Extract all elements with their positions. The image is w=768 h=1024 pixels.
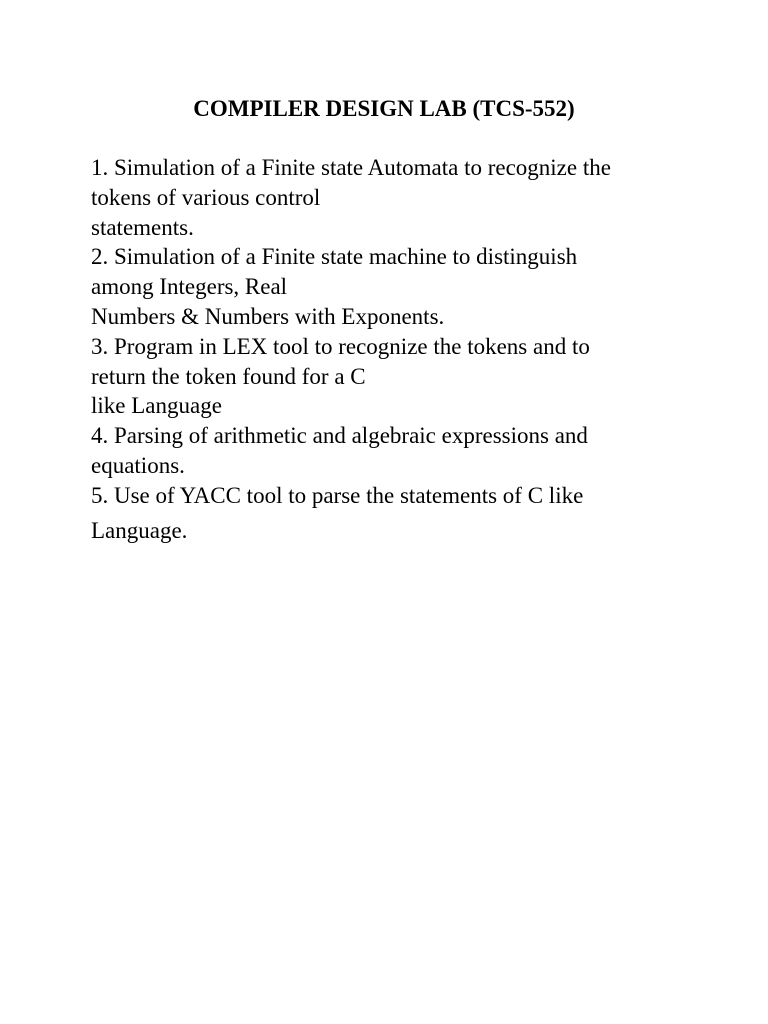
text-line: 1. Simulation of a Finite state Automata to recognize the	[91, 155, 611, 180]
text-line: 5. Use of YACC tool to parse the statements of C like	[91, 482, 584, 508]
text-line: tokens of various control	[91, 184, 321, 210]
document-body	[91, 153, 691, 545]
text-line: equations.	[91, 452, 185, 478]
document-title: COMPILER DESIGN LAB (TCS-552)	[193, 96, 575, 121]
text-line: 4. Parsing of arithmetic and algebraic expressions and	[91, 423, 588, 449]
text-line: Numbers & Numbers with Exponents.	[91, 303, 445, 329]
text-line: Language.	[91, 517, 188, 543]
text-line: return the token found for a C	[91, 363, 366, 389]
text-line: like Language	[91, 393, 222, 419]
text-line: statements.	[91, 214, 194, 240]
text-line: among Integers, Real	[91, 274, 288, 300]
text-line: 3. Program in LEX tool to recognize the tokens and to	[91, 333, 590, 359]
text-line: 2. Simulation of a Finite state machine to distinguish	[91, 244, 578, 270]
